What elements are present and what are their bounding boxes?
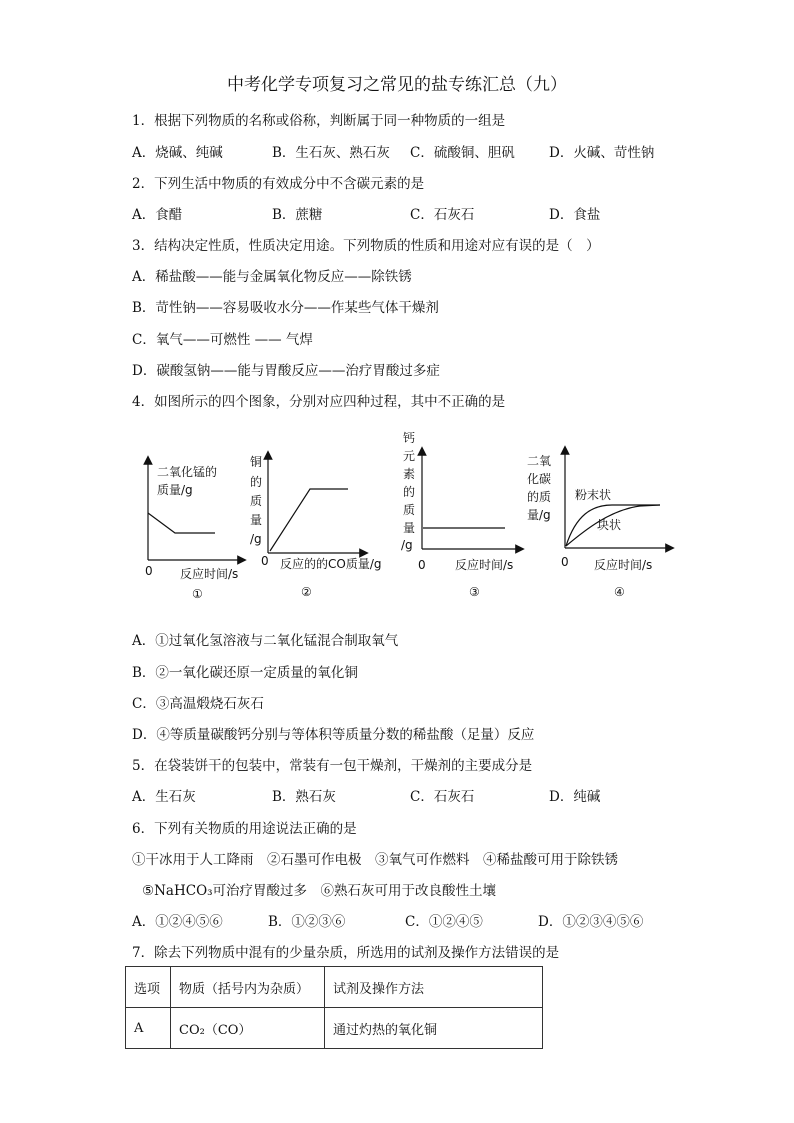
- graph-2-ylabel-3: 量: [250, 513, 263, 527]
- q1-option-a: A．烧碱、纯碱: [132, 145, 223, 161]
- q1-option-d: D．火碱、苛性钠: [549, 145, 655, 161]
- graph-3: [401, 431, 520, 599]
- q4-graphs: [0, 425, 794, 605]
- table-cell: CO₂（CO）: [171, 1008, 325, 1049]
- graph-2-line: [270, 489, 348, 551]
- table-header-row: [126, 967, 543, 1008]
- graph-3-ylabel-0: 钙: [403, 431, 416, 445]
- table-header-cell: 物质（括号内为杂质）: [171, 967, 325, 1008]
- graph-3-ylabel-4: 质: [403, 503, 416, 517]
- question-5-stem: 5．在袋装饼干的包装中，常装有一包干燥剂，干燥剂的主要成分是: [132, 758, 533, 774]
- graph-2: [250, 454, 382, 599]
- q2-option-c: C．石灰石: [410, 207, 475, 223]
- graph-3-ylabel-1: 元: [403, 449, 416, 463]
- graph-1-line: [148, 513, 215, 533]
- graph-4-xlabel: 反应时间/s: [594, 558, 653, 572]
- graph-3-xlabel: 反应时间/s: [455, 558, 514, 572]
- q6-option-d: D．①②③④⑤⑥: [538, 914, 644, 930]
- graph-4-origin: 0: [561, 555, 569, 569]
- graph-1-ylabel-2: 质量/g: [157, 483, 193, 497]
- question-7-stem: 7．除去下列物质中混有的少量杂质，所选用的试剂及操作方法错误的是: [132, 945, 560, 961]
- q3-option-d: D．碳酸氢钠——能与胃酸反应——治疗胃酸过多症: [132, 363, 440, 379]
- graph-2-ylabel-4: /g: [250, 532, 262, 546]
- question-3-stem: 3．结构决定性质，性质决定用途。下列物质的性质和用途对应有误的是（ ）: [132, 238, 600, 254]
- graph-3-ylabel-2: 素: [403, 467, 416, 481]
- graph-2-ylabel-2: 质: [250, 494, 263, 508]
- q5-option-b: B．熟石灰: [272, 789, 336, 805]
- q4-option-c: C．③高温煅烧石灰石: [132, 696, 264, 712]
- graph-1-number: ①: [192, 587, 203, 601]
- q6-option-b: B．①②③⑥: [268, 914, 346, 930]
- graph-2-xlabel: 反应的的CO质量/g: [280, 557, 382, 571]
- q3-option-c: C．氧气——可燃性 —— 气焊: [132, 332, 313, 348]
- question-6-stem: 6．下列有关物质的用途说法正确的是: [132, 821, 357, 837]
- question-4-stem: 4．如图所示的四个图象，分别对应四种过程，其中不正确的是: [132, 394, 506, 410]
- q3-option-b: B．苛性钠——容易吸收水分——作某些气体干燥剂: [132, 300, 439, 316]
- q6-statements-line-2: ⑤NaHCO₃可治疗胃酸过多 ⑥熟石灰可用于改良酸性土壤: [142, 883, 497, 899]
- graph-4-curve-label-powder: 粉末状: [575, 488, 612, 502]
- graph-1-ylabel-1: 二氧化锰的: [157, 465, 218, 479]
- q2-option-d: D．食盐: [549, 207, 601, 223]
- graph-2-origin: 0: [261, 554, 269, 568]
- q6-option-a: A．①②④⑤⑥: [132, 914, 223, 930]
- graph-3-ylabel-5: 量: [403, 521, 416, 535]
- graph-2-ylabel-0: 铜: [250, 455, 263, 469]
- graph-4-curve-label-block: 块状: [597, 518, 622, 532]
- table-header-cell: 选项: [126, 967, 171, 1008]
- q1-option-b: B．生石灰、熟石灰: [272, 145, 390, 161]
- graph-4-ylabel-1: 化碳: [527, 472, 552, 486]
- graph-4: [527, 450, 670, 599]
- q2-option-b: B．蔗糖: [272, 207, 323, 223]
- graph-2-number: ②: [301, 585, 312, 599]
- q4-option-b: B．②一氧化碳还原一定质量的氧化铜: [132, 665, 358, 681]
- graph-1-origin: 0: [145, 564, 153, 578]
- graph-2-ylabel-1: 的: [250, 475, 263, 489]
- graph-1: [145, 460, 242, 601]
- graph-4-ylabel-3: 量/g: [527, 508, 551, 522]
- q6-option-c: C．①②④⑤: [405, 914, 483, 930]
- question-2-stem: 2．下列生活中物质的有效成分中不含碳元素的是: [132, 176, 425, 192]
- q4-option-d: D．④等质量碳酸钙分别与等体积等质量分数的稀盐酸（足量）反应: [132, 727, 535, 743]
- graph-4-ylabel-2: 的质: [527, 490, 552, 504]
- q6-statements-line-1: ①干冰用于人工降雨 ②石墨可作电极 ③氧气可作燃料 ④稀盐酸可用于除铁锈: [132, 852, 618, 868]
- graph-1-xlabel: 反应时间/s: [180, 567, 239, 581]
- graph-3-number: ③: [469, 585, 480, 599]
- q5-option-a: A．生石灰: [132, 789, 196, 805]
- graph-3-ylabel-3: 的: [403, 485, 416, 499]
- table-cell: A: [126, 1008, 171, 1049]
- page-title: 中考化学专项复习之常见的盐专练汇总（九）: [227, 75, 567, 95]
- table-header-cell: 试剂及操作方法: [325, 967, 543, 1008]
- graph-3-origin: 0: [418, 558, 426, 572]
- graph-4-ylabel-0: 二氧: [527, 454, 552, 468]
- table-row: [126, 1008, 543, 1049]
- graph-3-ylabel-6: /g: [401, 538, 413, 552]
- q3-option-a: A．稀盐酸——能与金属氧化物反应——除铁锈: [132, 269, 412, 285]
- q1-option-c: C．硫酸铜、胆矾: [410, 145, 515, 161]
- q4-option-a: A．①过氧化氢溶液与二氧化锰混合制取氧气: [132, 633, 399, 649]
- q2-option-a: A．食醋: [132, 207, 183, 223]
- graph-4-number: ④: [614, 585, 625, 599]
- q5-option-c: C．石灰石: [410, 789, 475, 805]
- q7-table: [125, 966, 543, 1049]
- q5-option-d: D．纯碱: [549, 789, 601, 805]
- table-cell: 通过灼热的氧化铜: [325, 1008, 543, 1049]
- question-1-stem: 1．根据下列物质的名称或俗称，判断属于同一种物质的一组是: [132, 113, 506, 129]
